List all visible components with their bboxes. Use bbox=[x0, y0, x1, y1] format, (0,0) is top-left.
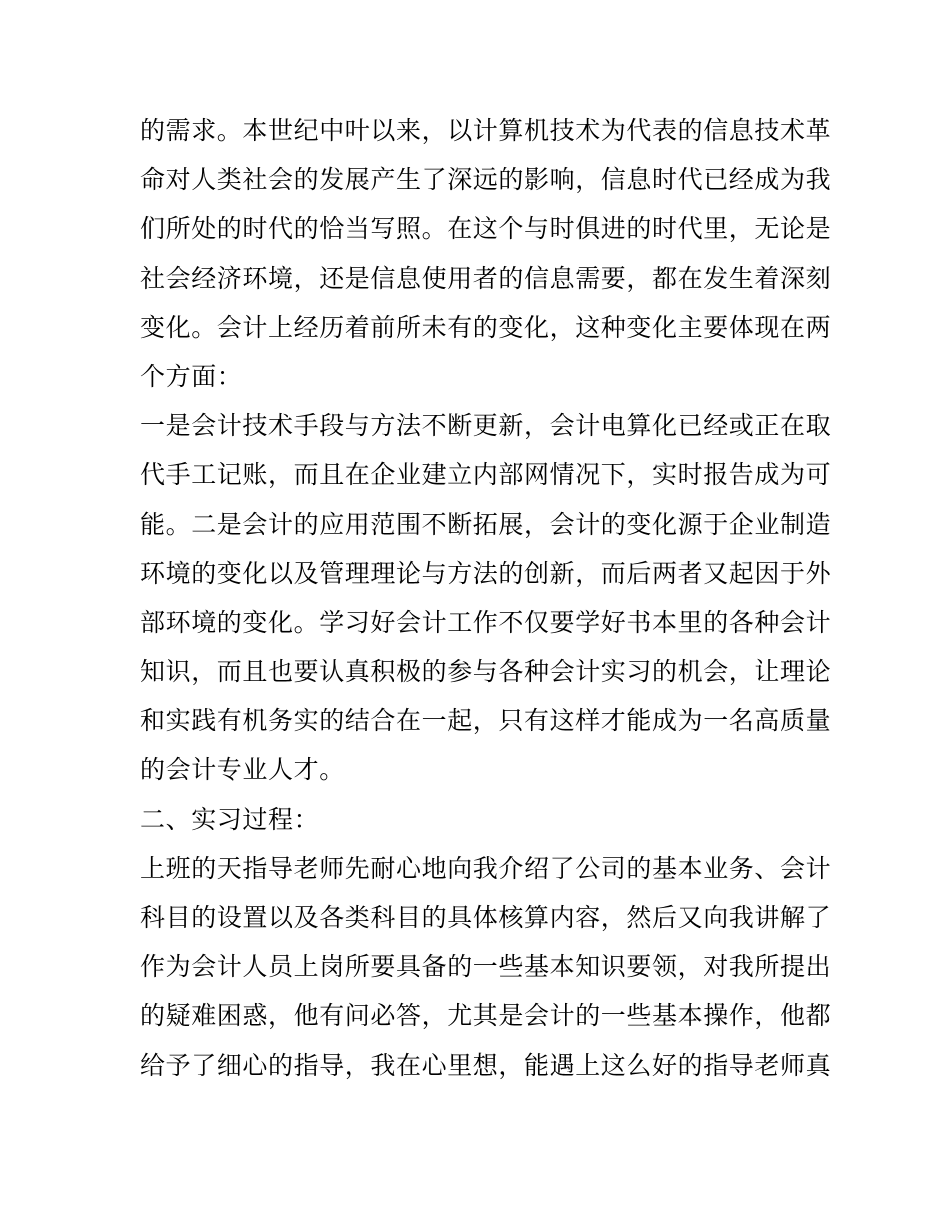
text-line: 一是会计技术手段与方法不断更新，会计电算化已经或正在取 bbox=[140, 411, 832, 441]
body-text bbox=[140, 106, 830, 1090]
text-line: 的需求。本世纪中叶以来，以计算机技术为代表的信息技术革 bbox=[140, 116, 832, 145]
text-line: 给予了细心的指导，我在心里想，能遇上这么好的指导老师真 bbox=[140, 1050, 832, 1080]
text-line: 和实践有机务实的结合在一起，只有这样才能成为一名高质量 bbox=[140, 706, 832, 736]
text-line: 科目的设置以及各类科目的具体核算内容，然后又向我讲解了 bbox=[140, 903, 832, 932]
text-line: 知识，而且也要认真积极的参与各种会计实习的机会，让理论 bbox=[140, 657, 832, 687]
text-line: 们所处的时代的恰当写照。在这个与时俱进的时代里，无论是 bbox=[140, 214, 832, 244]
text-line: 个方面： bbox=[140, 361, 243, 391]
text-line: 的疑难困惑，他有问必答，尤其是会计的一些基本操作，他都 bbox=[140, 1001, 832, 1031]
text-line: 部环境的变化。学习好会计工作不仅要学好书本里的各种会计 bbox=[140, 607, 832, 637]
text-line: 命对人类社会的发展产生了深远的影响，信息时代已经成为我 bbox=[140, 165, 832, 195]
text-line: 能。二是会计的应用范围不断拓展，会计的变化源于企业制造 bbox=[140, 509, 832, 539]
text-line: 环境的变化以及管理理论与方法的创新，而后两者又起因于外 bbox=[140, 558, 832, 588]
text-line: 作为会计人员上岗所要具备的一些基本知识要领，对我所提出 bbox=[140, 952, 832, 982]
text-line: 的会计专业人才。 bbox=[140, 755, 345, 785]
text-line: 代手工记账，而且在企业建立内部网情况下，实时报告成为可 bbox=[140, 460, 832, 490]
text-line: 社会经济环境，还是信息使用者的信息需要，都在发生着深刻 bbox=[140, 263, 832, 293]
section-heading: 二、实习过程： bbox=[140, 804, 320, 834]
text-line: 变化。会计上经历着前所未有的变化，这种变化主要体现在两 bbox=[140, 312, 832, 342]
text-line: 上班的天指导老师先耐心地向我介绍了公司的基本业务、会计 bbox=[140, 853, 832, 883]
